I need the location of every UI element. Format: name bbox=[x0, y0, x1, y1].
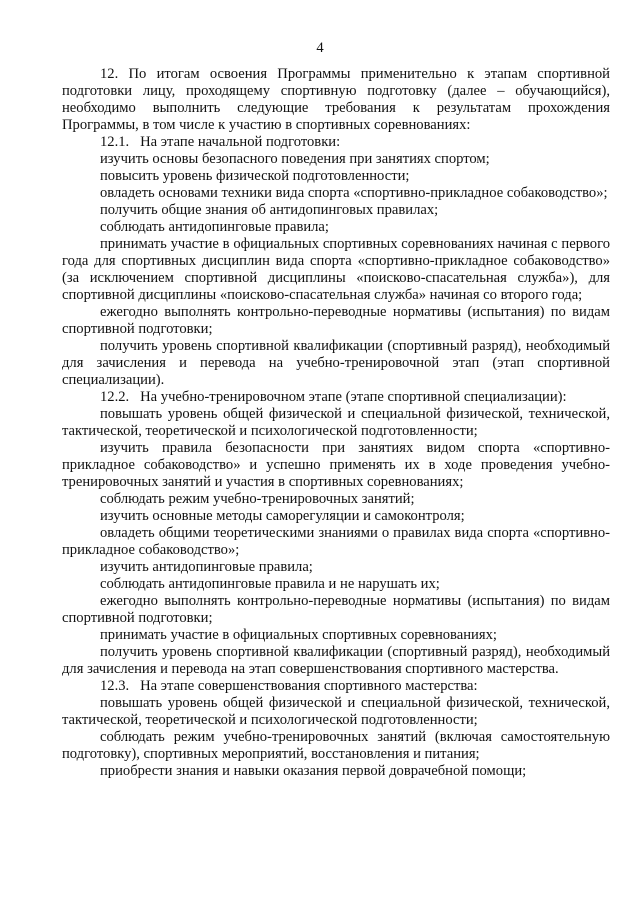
list-item: повышать уровень общей физической и специальной физической, технической, тактической, теоретической и психологической подготовленности; bbox=[62, 406, 610, 439]
list-item: повысить уровень физической подготовленности; bbox=[100, 168, 410, 184]
page-number: 4 bbox=[316, 40, 324, 56]
list-item: изучить антидопинговые правила; bbox=[100, 559, 313, 575]
heading-12-1: 12.1. На этапе начальной подготовки: bbox=[100, 134, 341, 150]
list-item: принимать участие в официальных спортивных соревнованиях; bbox=[100, 627, 497, 643]
list-item: овладеть основами техники вида спорта «спортивно-прикладное собаководство»; bbox=[100, 185, 608, 201]
list-item: ежегодно выполнять контрольно-переводные нормативы (испытания) по видам спортивной подготовки; bbox=[62, 593, 610, 626]
list-item: соблюдать антидопинговые правила и не нарушать их; bbox=[100, 576, 440, 592]
document-body bbox=[62, 66, 610, 780]
list-item: изучить основные методы саморегуляции и самоконтроля; bbox=[100, 508, 465, 524]
list-item: ежегодно выполнять контрольно-переводные нормативы (испытания) по видам спортивной подготовки; bbox=[62, 304, 610, 337]
list-item: получить уровень спортивной квалификации (спортивный разряд), необходимый для зачисления и перевода на этап совершенствования спортивного мастерства. bbox=[62, 644, 610, 677]
list-item: получить уровень спортивной квалификации (спортивный разряд), необходимый для зачисления и перевода на учебно-тренировочной этап (этап спортивной специализации). bbox=[62, 338, 610, 388]
list-item: изучить правила безопасности при занятиях видом спорта «спортивно-прикладное собаководство» и успешно применять их в ходе проведения учебно-тренировочных занятий и участия в спортивных соревнованиях; bbox=[62, 440, 610, 490]
list-item: изучить основы безопасного поведения при занятиях спортом; bbox=[100, 151, 490, 167]
list-item: овладеть общими теоретическими знаниями о правилах вида спорта «спортивно-прикладное собаководство»; bbox=[62, 525, 610, 558]
list-item: приобрести знания и навыки оказания первой доврачебной помощи; bbox=[100, 763, 527, 779]
list-item: соблюдать режим учебно-тренировочных занятий (включая самостоятельную подготовку), спортивных мероприятий, восстановления и питания; bbox=[62, 729, 610, 762]
list-item: повышать уровень общей физической и специальной физической, технической, тактической, теоретической и психологической подготовленности; bbox=[62, 695, 610, 728]
list-item: соблюдать антидопинговые правила; bbox=[100, 219, 329, 235]
list-item: получить общие знания об антидопинговых правилах; bbox=[100, 202, 439, 218]
heading-12-2: 12.2. На учебно-тренировочном этапе (этапе спортивной специализации): bbox=[100, 389, 567, 405]
list-item: соблюдать режим учебно-тренировочных занятий; bbox=[100, 491, 415, 507]
paragraph-12: 12. По итогам освоения Программы применительно к этапам спортивной подготовки лицу, проходящему спортивную подготовку (далее – обучающийся), необходимо выполнить следующие требования к результатам прохождения Программы, в том числе к участию в спортивных соревнованиях: bbox=[62, 66, 610, 133]
list-item: принимать участие в официальных спортивных соревнованиях начиная с первого года для спортивных дисциплин вида спорта «спортивно-прикладное собаководство» (за исключением спортивной дисциплины «поисково-спасательная служба»), для спортивной дисциплины «поисково-спасательная служба» начиная со второго года; bbox=[62, 236, 610, 303]
heading-12-3: 12.3. На этапе совершенствования спортивного мастерства: bbox=[100, 678, 478, 694]
